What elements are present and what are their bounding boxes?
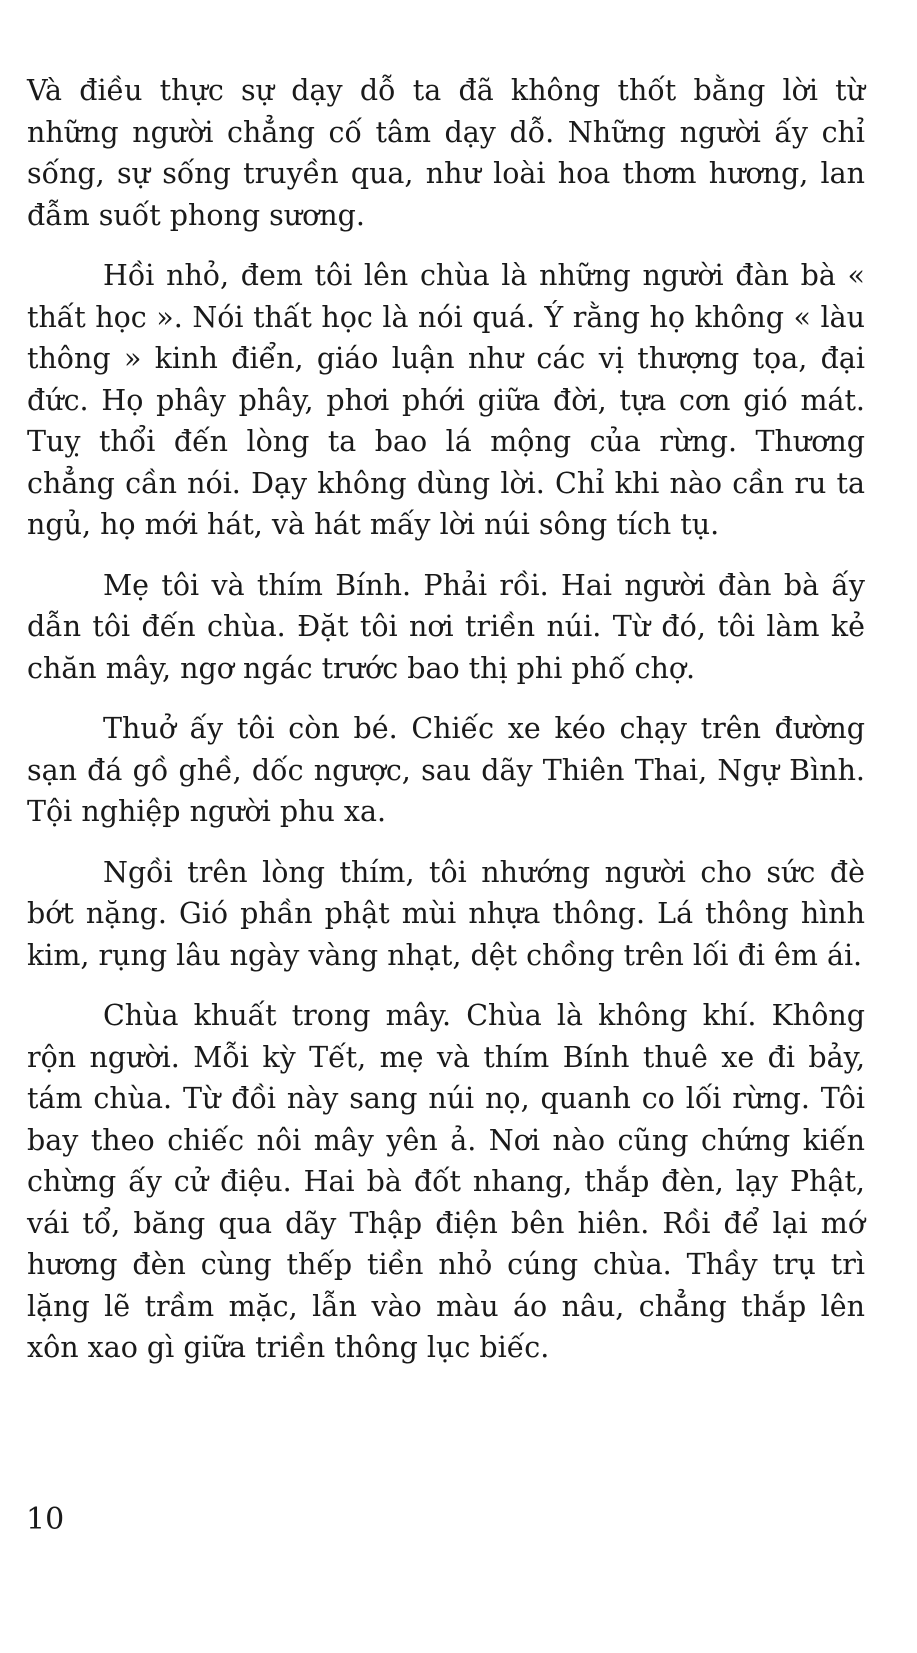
paragraph-6: Chùa khuất trong mây. Chùa là không khí. Không rộn người. Mỗi kỳ Tết, mẹ và thím Bính thuê xe đi bảy, tám chùa. Từ đồi này sang núi nọ, quanh co lối rừng. Tôi bay theo chiếc nôi mây yên ả. Nơi nào cũng chứng kiến chừng ấy cử điệu. Hai bà đốt nhang, thắp đèn, lạy Phật, vái tổ, băng qua dãy Thập điện bên hiên. Rồi để lại mớ hương đèn cùng thếp tiền nhỏ cúng chùa. Thầy trụ trì lặng lẽ trầm mặc, lẫn vào màu áo nâu, chẳng thắp lên xôn xao gì giữa triền thông lục biếc. [27, 999, 865, 1364]
paragraph-4: Thuở ấy tôi còn bé. Chiếc xe kéo chạy trên đường sạn đá gồ ghề, dốc ngược, sau dãy Thiên Thai, Ngự Bình. Tội nghiệp người phu xa. [27, 712, 865, 828]
paragraph-2: Hồi nhỏ, đem tôi lên chùa là những người đàn bà « thất học ». Nói thất học là nói quá. Ý rằng họ không « làu thông » kinh điển, giáo luận như các vị thượng tọa, đại đức. Họ phây phây, phơi phới giữa đời, tựa cơn gió mát. Tuỵ thổi đến lòng ta bao lá mộng của rừng. Thương chẳng cần nói. Dạy không dùng lời. Chỉ khi nào cần ru ta ngủ, họ mới hát, và hát mấy lời núi sông tích tụ. [27, 259, 865, 541]
page-number: 10 [26, 1502, 65, 1537]
paragraph-3: Mẹ tôi và thím Bính. Phải rồi. Hai người đàn bà ấy dẫn tôi đến chùa. Đặt tôi nơi triền núi. Từ đó, tôi làm kẻ chăn mây, ngơ ngác trước bao thị phi phố chợ. [27, 568, 865, 685]
body-text [27, 70, 865, 1388]
paragraph-5: Ngồi trên lòng thím, tôi nhướng người cho sức đè bớt nặng. Gió phần phật mùi nhựa thông. Lá thông hình kim, rụng lâu ngày vàng nhạt, dệt chồng trên lối đi êm ái. [27, 855, 865, 972]
paragraph-1: Và điều thực sự dạy dỗ ta đã không thốt bằng lời từ những người chẳng cố tâm dạy dỗ. Những người ấy chỉ sống, sự sống truyền qua, như loài hoa thơm hương, lan đẫm suốt phong sương. [27, 74, 865, 232]
